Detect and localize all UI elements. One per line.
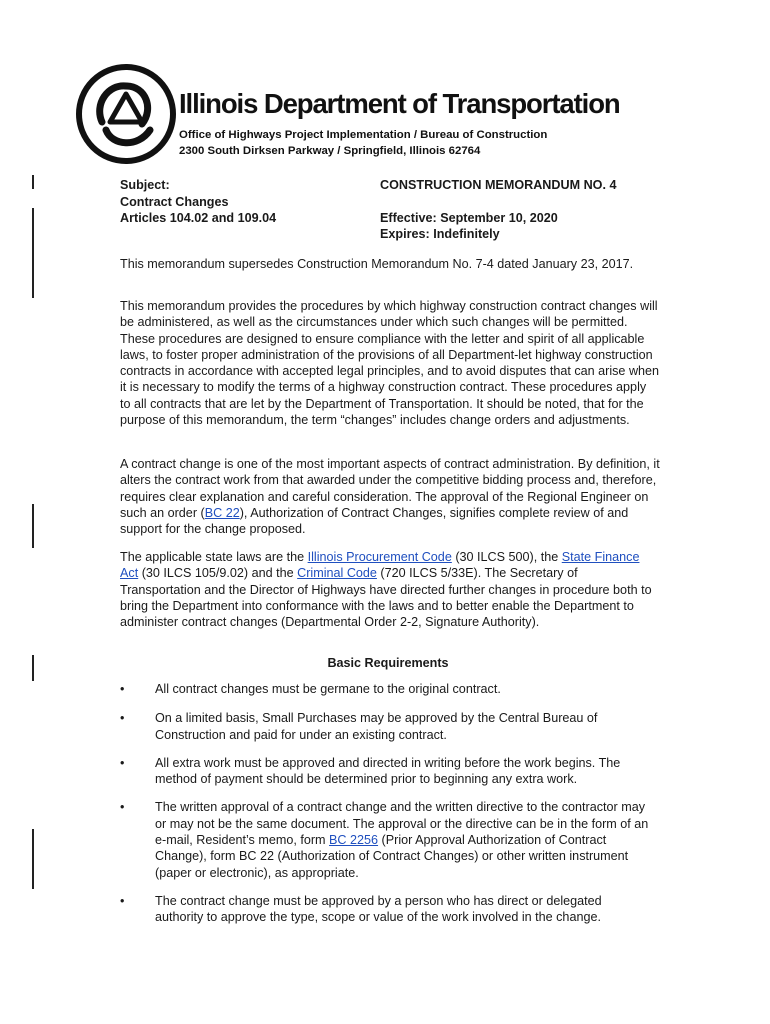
paragraph-contract-change (120, 456, 660, 537)
paragraph-text: (30 ILCS 105/9.02) and the (138, 566, 298, 581)
idot-logo-icon (76, 64, 176, 164)
memo-block (380, 177, 616, 243)
list-item-text: The contract change must be approved by a person who has direct or delegated authority to approve the type, scope or value of the work involved in the change. (155, 893, 602, 925)
paragraph-supersedes: This memorandum supersedes Construction Memorandum No. 7-4 dated January 23, 2017. (120, 257, 634, 271)
list-item (120, 681, 650, 697)
bc-22-link[interactable]: BC 22 (204, 505, 240, 520)
list-item-text: The written approval of a contract change and the written directive to the contractor may or may not be the same document. The approval or the directive can be in the form of an e-mail, Resident’s memo, form (155, 800, 649, 848)
subject-title: Contract Changes (120, 194, 229, 209)
office-line: Office of Highways Project Implementation / Bureau of Construction (179, 129, 548, 141)
memo-effective: Effective: September 10, 2020 (380, 210, 558, 225)
list-item-text: (Prior Approval Authorization of Contract Change), form BC 22 (Authorization of Contract Changes) or other written instrument (paper or electronic), as appropriate. (155, 833, 629, 880)
state-finance-act-link[interactable]: State Finance Act (120, 550, 640, 581)
requirements-list (120, 681, 650, 926)
subject-articles: Articles 104.02 and 109.04 (120, 211, 277, 225)
procurement-code-link[interactable]: Illinois Procurement Code (307, 550, 452, 564)
paragraph-text: The applicable state laws are the (120, 550, 308, 564)
list-item (120, 710, 650, 743)
memo-expires: Expires: Indefinitely (380, 227, 500, 241)
bullet-icon: • (120, 682, 125, 696)
subject-block (120, 177, 276, 227)
bullet-icon: • (120, 711, 125, 726)
paragraph-text: A contract change is one of the most important aspects of contract administration. By definition, it alters the contract work from that awarded under the competitive bidding process and, therefore, requires clear explanation and careful consideration. The approval of the Regional Engineer on such an order ( (120, 457, 660, 520)
subject-label: Subject: (120, 178, 170, 192)
list-item-text: All contract changes must be germane to the original contract. (155, 682, 501, 696)
change-bar (32, 504, 34, 548)
memo-number: CONSTRUCTION MEMORANDUM NO. 4 (380, 178, 617, 192)
bullet-icon: • (120, 755, 125, 770)
change-bar (32, 175, 34, 189)
change-bar (32, 829, 34, 889)
paragraph-text: (30 ILCS 500), the (451, 550, 562, 564)
address-line: 2300 South Dirksen Parkway / Springfield, Illinois 62764 (179, 145, 481, 157)
bullet-icon: • (120, 893, 125, 908)
bullet-icon: • (120, 800, 125, 815)
heading-text: Basic Requirements (327, 656, 449, 670)
list-item-text: On a limited basis, Small Purchases may be approved by the Central Bureau of Construction and paid for under an existing contract. (155, 711, 598, 742)
paragraph-procedures: This memorandum provides the procedures by which highway construction contract changes will be administered, as well as the circumstances under which such changes will be permitted. These procedures are designed to ensure compliance with the letter and spirit of all applicable laws, to foster proper administration of the provisions of all Department-let highway construction contracts in accordance with accepted legal principles, and to avoid disputes that can arise when it is necessary to modify the terms of a highway construction contract. These procedures apply to all contracts that are let by the Department of Transportation. It should be noted, that for the purpose of this memorandum, the term “changes” includes change orders and adjustments. (120, 299, 660, 428)
list-item (120, 755, 650, 788)
list-item (120, 799, 650, 880)
bc-2256-link[interactable]: BC 2256 (329, 833, 379, 848)
paragraph-text: ), Authorization of Contract Changes, signifies complete review of and support for the change proposed. (120, 505, 629, 537)
basic-requirements-heading (0, 656, 770, 670)
list-item (120, 893, 650, 926)
change-bar (32, 208, 34, 298)
paragraph-state-laws (120, 549, 660, 630)
criminal-code-link[interactable]: Criminal Code (297, 566, 377, 581)
agency-title: Illinois Department of Transportation (179, 88, 620, 119)
paragraph-text: (720 ILCS 5/33E). The Secretary of Transportation and the Director of Highways have directed further changes in procedure both to bring the Department into conformance with the laws and to better enable the Department to administer contract changes (Departmental Order 2-2, Signature Authority). (120, 566, 652, 630)
list-item-text: All extra work must be approved and directed in writing before the work begins. The method of payment should be determined prior to beginning any extra work. (155, 755, 621, 787)
